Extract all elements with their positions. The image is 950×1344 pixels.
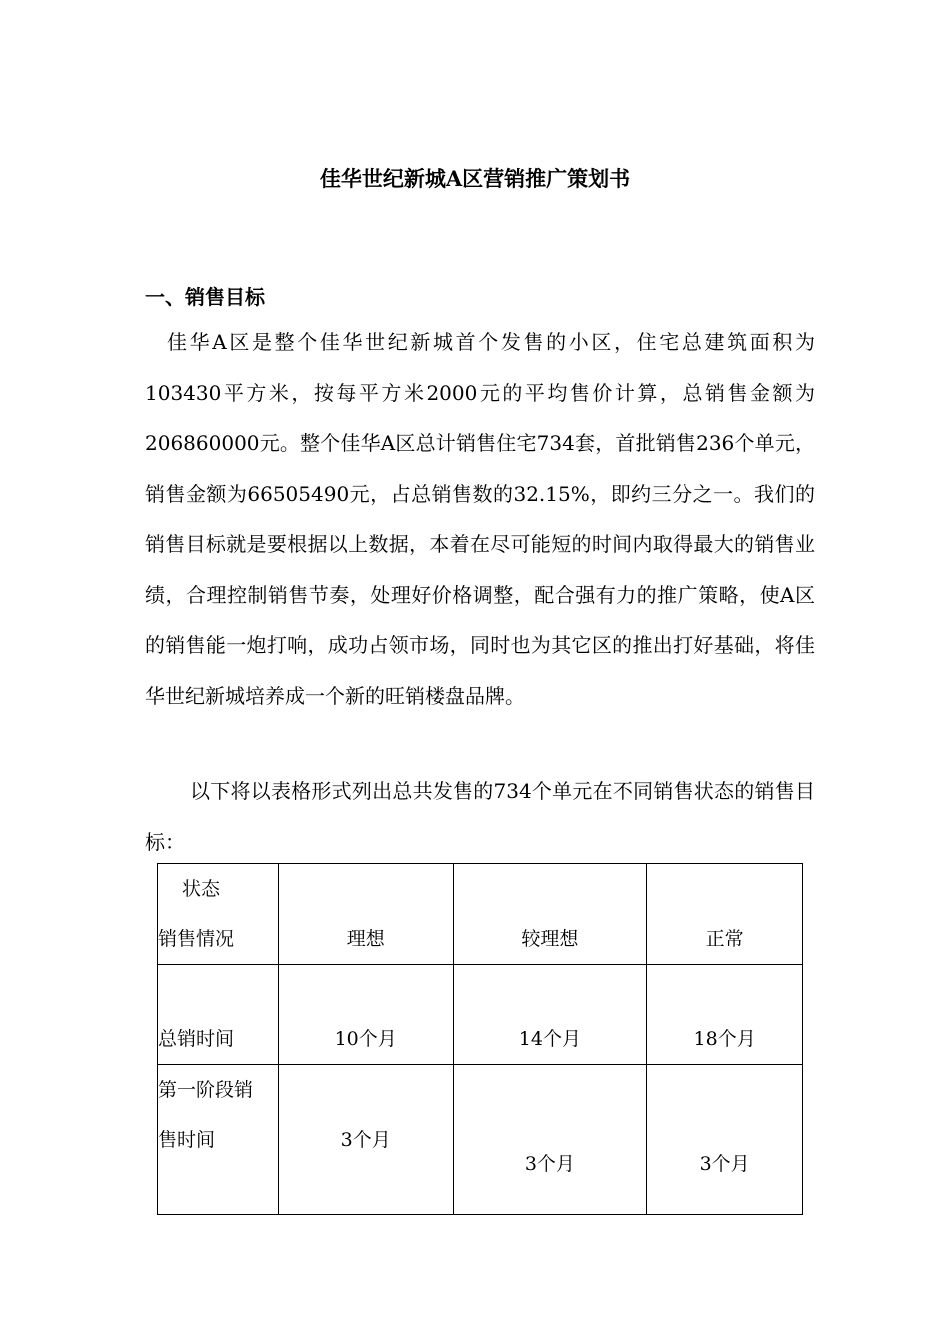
paragraph-table-intro: 以下将以表格形式列出总共发售的734个单元在不同销售状态的销售目标： [145, 779, 815, 854]
corner-label-sales: 销售情况 [158, 928, 235, 950]
table-row [158, 1065, 803, 1215]
column-header-ideal: 理想 [278, 864, 453, 965]
section-heading-sales-target: 一、销售目标 [145, 285, 265, 309]
column-header-fairly-ideal: 较理想 [453, 864, 647, 965]
document-title: 佳华世纪新城A区营销推广策划书 [319, 166, 631, 191]
table-row [158, 965, 803, 1065]
corner-label-status: 状态 [182, 878, 221, 900]
table-cell: 18个月 [647, 965, 803, 1065]
table-cell: 14个月 [453, 965, 647, 1065]
row-label-total-time: 总销时间 [158, 965, 279, 1065]
table-corner-cell [158, 864, 279, 965]
table-cell: 3个月 [453, 1065, 647, 1215]
table-cell: 3个月 [647, 1065, 803, 1215]
sales-target-table [157, 863, 803, 1215]
column-header-normal: 正常 [647, 864, 803, 965]
row-label-line2: 售时间 [158, 1129, 216, 1151]
table-header-row [158, 864, 803, 965]
table-cell: 3个月 [278, 1065, 453, 1215]
paragraph-sales-target: 佳华A区是整个佳华世纪新城首个发售的小区，住宅总建筑面积为103430平方米，按每平方米2000元的平均售价计算，总销售金额为206860000元。整个佳华A区总计销售住宅734套，首批销售236个单元，销售金额为66505490元，占总销售数的32.15%，即约三分之一。我们的销售目标就是要根据以上数据，本着在尽可能短的时间内取得最大的销售业绩，合理控制销售节奏，处理好价格调整，配合强有力的推广策略，使A区的销售能一炮打响，成功占领市场，同时也为其它区的推出打好基础，将佳华世纪新城培养成一个新的旺销楼盘品牌。 [145, 330, 815, 708]
row-label-phase-one-time [158, 1065, 279, 1215]
row-label-line1: 第一阶段销 [158, 1079, 254, 1101]
table-cell: 10个月 [278, 965, 453, 1065]
